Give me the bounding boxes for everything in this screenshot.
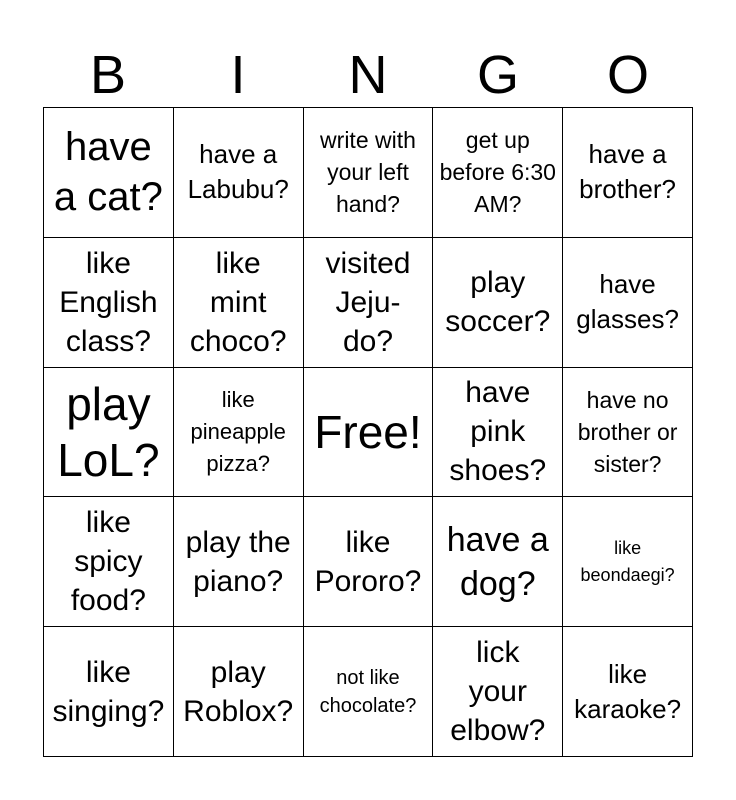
bingo-cell[interactable] <box>44 497 174 627</box>
cell-label: get up before 6:30 AM? <box>439 127 556 218</box>
cell-label: lick your elbow? <box>450 636 546 748</box>
bingo-cell[interactable] <box>44 238 174 368</box>
cell-label: play LoL? <box>57 377 160 486</box>
cell-label: like English class? <box>59 246 158 358</box>
header-letter-o: O <box>606 45 649 105</box>
bingo-cell[interactable] <box>44 627 174 757</box>
cell-label: play the piano? <box>185 525 291 598</box>
bingo-cell[interactable] <box>174 627 304 757</box>
bingo-cell[interactable] <box>304 108 434 238</box>
bingo-cell[interactable] <box>44 368 174 498</box>
cell-label: like singing? <box>52 655 165 728</box>
cell-label: like mint choco? <box>189 246 287 358</box>
cell-label: have no brother or sister? <box>577 386 678 477</box>
bingo-cell[interactable] <box>174 497 304 627</box>
cell-label: play Roblox? <box>183 655 294 728</box>
bingo-cell[interactable] <box>304 497 434 627</box>
header-letter-b: B <box>89 45 127 105</box>
bingo-board <box>43 107 693 757</box>
cell-label: play soccer? <box>445 266 551 339</box>
bingo-cell[interactable] <box>304 627 434 757</box>
cell-label: have a dog? <box>446 520 549 603</box>
cell-label: write with your left hand? <box>320 127 416 218</box>
bingo-cell[interactable] <box>174 368 304 498</box>
bingo-header <box>43 42 693 108</box>
bingo-cell[interactable] <box>44 108 174 238</box>
bingo-cell[interactable] <box>563 368 693 498</box>
bingo-cell[interactable] <box>433 368 563 498</box>
bingo-cell[interactable] <box>433 627 563 757</box>
cell-label: have glasses? <box>576 269 679 335</box>
bingo-cell[interactable] <box>433 497 563 627</box>
cell-label: have pink shoes? <box>449 376 547 488</box>
cell-label: like Pororo? <box>314 525 422 598</box>
header-letter-g: G <box>476 45 519 105</box>
cell-label: have a Labubu? <box>187 139 289 205</box>
cell-label: like pineapple pizza? <box>190 386 286 476</box>
bingo-cell[interactable] <box>304 238 434 368</box>
bingo-cell[interactable] <box>433 108 563 238</box>
bingo-cell[interactable] <box>563 238 693 368</box>
cell-label: like spicy food? <box>70 506 146 618</box>
bingo-cell[interactable] <box>433 238 563 368</box>
cell-label: like beondaegi? <box>580 537 675 585</box>
header-letter-n: N <box>348 45 388 105</box>
free-space-label: Free! <box>314 405 422 458</box>
cell-label: visited Jeju-do? <box>325 246 411 358</box>
bingo-cell[interactable] <box>563 627 693 757</box>
bingo-cell[interactable] <box>563 497 693 627</box>
bingo-cell[interactable] <box>174 108 304 238</box>
cell-label: have a cat? <box>53 125 163 220</box>
cell-label: like karaoke? <box>574 658 682 724</box>
bingo-cell[interactable] <box>174 238 304 368</box>
header-letter-i: I <box>230 45 246 105</box>
cell-label: not like chocolate? <box>319 666 417 717</box>
bingo-cell[interactable] <box>563 108 693 238</box>
free-space-cell[interactable] <box>304 368 434 498</box>
cell-label: have a brother? <box>579 139 677 205</box>
